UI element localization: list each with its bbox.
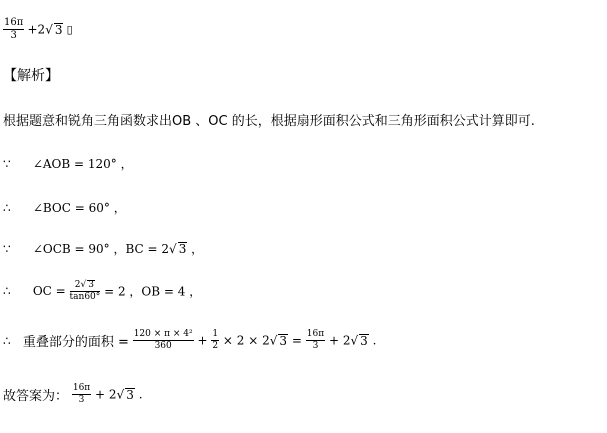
- step-2-text: ∠BOC = 60° ，: [32, 201, 126, 215]
- step-4-rhs: = 2 ，OB = 4 ，: [104, 284, 202, 299]
- radical-sign: √: [169, 242, 177, 256]
- final-fraction: [72, 384, 91, 405]
- overlap-area-label: 重叠部分的面积 =: [22, 335, 129, 350]
- therefore-symbol: ∴: [3, 333, 11, 348]
- answer-plus-term: +2: [27, 22, 46, 37]
- missing-glyph-box: ▯: [66, 23, 73, 36]
- half-denominator: 2: [212, 341, 219, 351]
- intro-text: 根据题意和锐角三角函数求出OB 、OC 的长，根据扇形面积公式和三角形面积公式计算即可.: [3, 114, 535, 129]
- therefore-symbol: ∴: [3, 201, 11, 215]
- radical-sign: √: [45, 22, 53, 37]
- half-fraction: [211, 330, 219, 351]
- step-5-tail: .: [372, 333, 377, 348]
- step-1-text: ∠AOB = 120° ，: [32, 157, 133, 171]
- equals-sign: =: [291, 333, 302, 348]
- step-3-text: ∠OCB = 90° ，BC = 2: [32, 242, 170, 256]
- answer-line: [3, 18, 73, 41]
- oc-fraction-denominator: tan60°: [69, 292, 101, 302]
- answer-fraction: [3, 18, 24, 41]
- sector-area-denominator: 360: [154, 341, 172, 351]
- result-fraction-denominator: 3: [312, 341, 319, 351]
- step-line-1: [3, 155, 133, 172]
- final-tail: .: [138, 387, 143, 402]
- radical-sign: √: [116, 387, 125, 402]
- radical-sign: √: [350, 333, 359, 348]
- radical-sign: √: [269, 333, 278, 348]
- step-line-5: [3, 330, 376, 351]
- half-numerator: 1: [212, 329, 219, 339]
- sector-area-numerator: 120 × π × 4²: [133, 329, 193, 339]
- final-fraction-numerator: 16π: [72, 383, 91, 393]
- final-sqrt-argument: 3: [126, 388, 134, 402]
- result-sqrt-argument: 3: [360, 334, 368, 348]
- result-fraction-numerator: 16π: [306, 329, 325, 339]
- step-3-tail: ，: [191, 242, 204, 256]
- final-fraction-denominator: 3: [78, 395, 85, 405]
- step-line-3: [3, 240, 203, 257]
- step-line-4: [3, 280, 201, 302]
- radical-sign: √: [80, 280, 87, 290]
- final-plus-term: + 2: [95, 387, 117, 402]
- because-symbol: ∵: [3, 157, 11, 171]
- final-answer-label: 故答案为：: [3, 389, 69, 404]
- oc-fraction-numerator: [70, 280, 101, 292]
- triangle-area-product: × 2 × 2: [222, 333, 270, 348]
- result-plus-term: + 2: [328, 333, 351, 348]
- because-symbol: ∵: [3, 242, 11, 256]
- answer-fraction-denominator: 3: [10, 30, 17, 41]
- step-3-sqrt-argument: 3: [178, 242, 187, 256]
- result-fraction: [306, 330, 325, 351]
- oc-numerator-sqrt-argument: 3: [88, 280, 95, 290]
- sector-area-fraction: [133, 330, 194, 351]
- final-answer-line: [3, 384, 143, 405]
- therefore-symbol: ∴: [3, 284, 11, 298]
- answer-sqrt-argument: 3: [54, 23, 63, 37]
- answer-fraction-numerator: 16π: [4, 17, 24, 28]
- oc-numerator-coefficient: 2: [74, 280, 81, 290]
- oc-fraction: [70, 280, 101, 302]
- section-title: 【解析】: [3, 68, 59, 84]
- step-line-2: [3, 199, 126, 216]
- step-4-lhs: OC =: [32, 284, 66, 298]
- plus-sign: +: [197, 333, 208, 348]
- triangle-sqrt-argument: 3: [279, 334, 288, 348]
